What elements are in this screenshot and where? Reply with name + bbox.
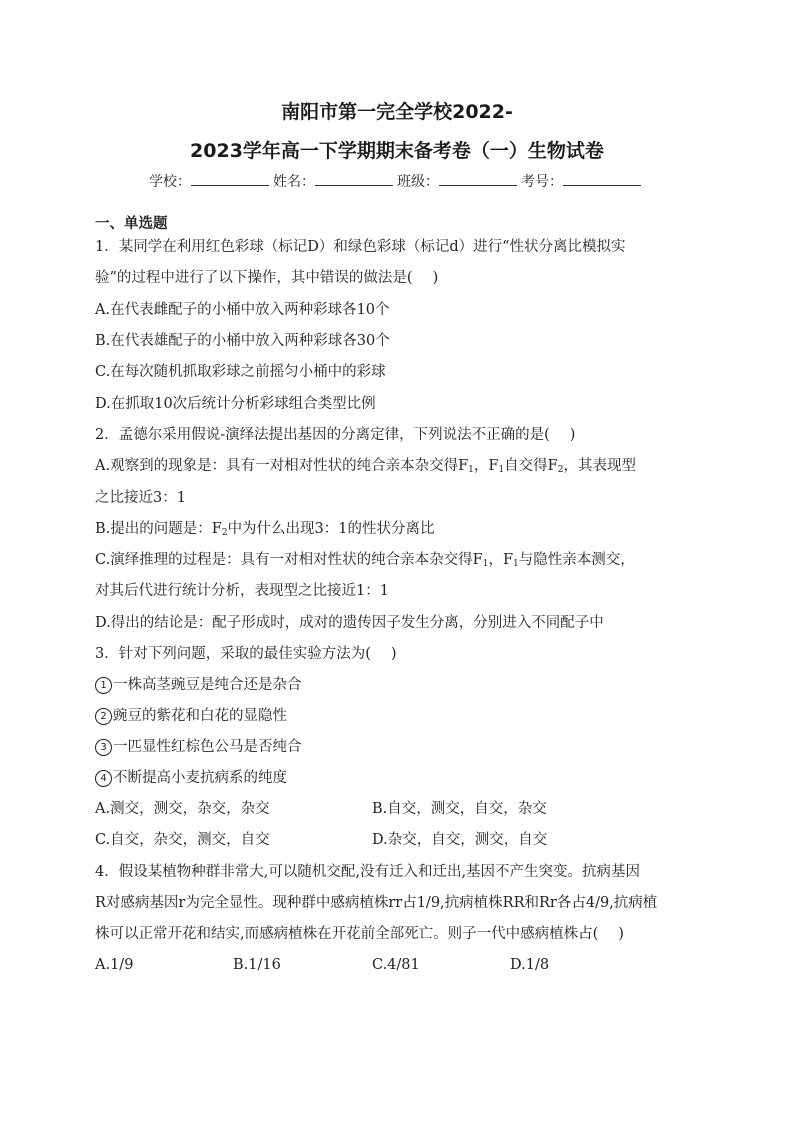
circled-number-icon: 3 bbox=[95, 739, 112, 756]
circled-number-icon: 2 bbox=[95, 708, 112, 725]
q1-option-c: C.在每次随机抓取彩球之前摇匀小桶中的彩球 bbox=[95, 364, 386, 380]
class-label: 班级： bbox=[397, 174, 439, 190]
q4-stem-line1: 4．假设某植物种群非常大,可以随机交配,没有迁入和迁出,基因不产生突变。抗病基因 bbox=[95, 864, 641, 880]
name-blank[interactable] bbox=[315, 170, 393, 186]
q1-option-d: D.在抓取10次后统计分析彩球组合类型比例 bbox=[95, 396, 376, 412]
q1-stem-line1: 1．某同学在利用红色彩球（标记D）和绿色彩球（标记d）进行“性状分离比模拟实 bbox=[95, 239, 626, 255]
q3-item-3: 3 一匹显性红棕色公马是否纯合 bbox=[95, 737, 302, 757]
q3-item-1: 1 一株高茎豌豆是纯合还是杂合 bbox=[95, 675, 302, 695]
q3-option-c: C.自交，杂交，测交，自交 bbox=[95, 832, 270, 848]
q3-option-d: D.杂交，自交，测交，自交 bbox=[372, 832, 548, 848]
student-info-row bbox=[0, 170, 794, 192]
q3-option-a: A.测交，测交，杂交，杂交 bbox=[95, 801, 270, 817]
q3-option-b: B.自交，测交，自交，杂交 bbox=[372, 801, 547, 817]
q2-option-c-line2: 对其后代进行统计分析，表现型之比接近1：1 bbox=[95, 583, 389, 599]
q2-stem: 2．孟德尔采用假说-演绎法提出基因的分离定律，下列说法不正确的是( ) bbox=[95, 427, 576, 443]
q4-option-b: B.1/16 bbox=[233, 957, 281, 973]
school-label: 学校： bbox=[149, 174, 191, 190]
q2-option-a-line1: A.观察到的现象是：具有一对相对性状的纯合亲本杂交得$F_1$，$F_1$自交得$F_2$，其表现型 bbox=[95, 458, 636, 475]
exam-number-label: 考号： bbox=[521, 174, 563, 190]
exam-title-line2: 2023学年高一下学期期末备考卷（一）生物试卷 bbox=[190, 140, 604, 162]
q2-option-c-line1: C.演绎推理的过程是：具有一对相对性状的纯合亲本杂交得$F_1$，$F_1$与隐性亲本测交， bbox=[95, 552, 635, 569]
q1-option-a: A.在代表雌配子的小桶中放入两种彩球各10个 bbox=[95, 302, 390, 318]
q1-option-b: B.在代表雄配子的小桶中放入两种彩球各30个 bbox=[95, 333, 390, 349]
class-blank[interactable] bbox=[439, 170, 517, 186]
q3-item-4: 4 不断提高小麦抗病系的纯度 bbox=[95, 768, 287, 788]
q3-stem: 3．针对下列问题，采取的最佳实验方法为( ) bbox=[95, 646, 397, 662]
q2-option-d: D.得出的结论是：配子形成时，成对的遗传因子发生分离，分别进入不同配子中 bbox=[95, 615, 604, 631]
q4-stem-line2: R对感病基因r为完全显性。现种群中感病植株rr占1/9,抗病植株RR和Rr各占4/9,抗病植 bbox=[95, 895, 658, 911]
q4-stem-line3: 株可以正常开花和结实,而感病植株在开花前全部死亡。则子一代中感病植株占( ) bbox=[95, 926, 624, 942]
exam-number-blank[interactable] bbox=[563, 170, 641, 186]
q1-stem-line2: 验”的过程中进行了以下操作，其中错误的做法是( ) bbox=[95, 270, 439, 286]
q4-option-a: A.1/9 bbox=[95, 957, 134, 973]
school-blank[interactable] bbox=[191, 170, 269, 186]
q2-option-b: B.提出的问题是：$F_2$中为什么出现3：1的性状分离比 bbox=[95, 521, 435, 538]
q3-item-2: 2 豌豆的紫花和白花的显隐性 bbox=[95, 706, 287, 726]
q4-option-d: D.1/8 bbox=[510, 957, 550, 973]
circled-number-icon: 1 bbox=[95, 677, 112, 694]
exam-title-line1: 南阳市第一完全学校2022- bbox=[281, 101, 513, 123]
name-label: 姓名： bbox=[273, 174, 315, 190]
q2-option-a-line2: 之比接近3：1 bbox=[95, 490, 186, 506]
section-heading: 一、单选题 bbox=[95, 216, 168, 232]
q4-option-c: C.4/81 bbox=[372, 957, 420, 973]
circled-number-icon: 4 bbox=[95, 770, 112, 787]
